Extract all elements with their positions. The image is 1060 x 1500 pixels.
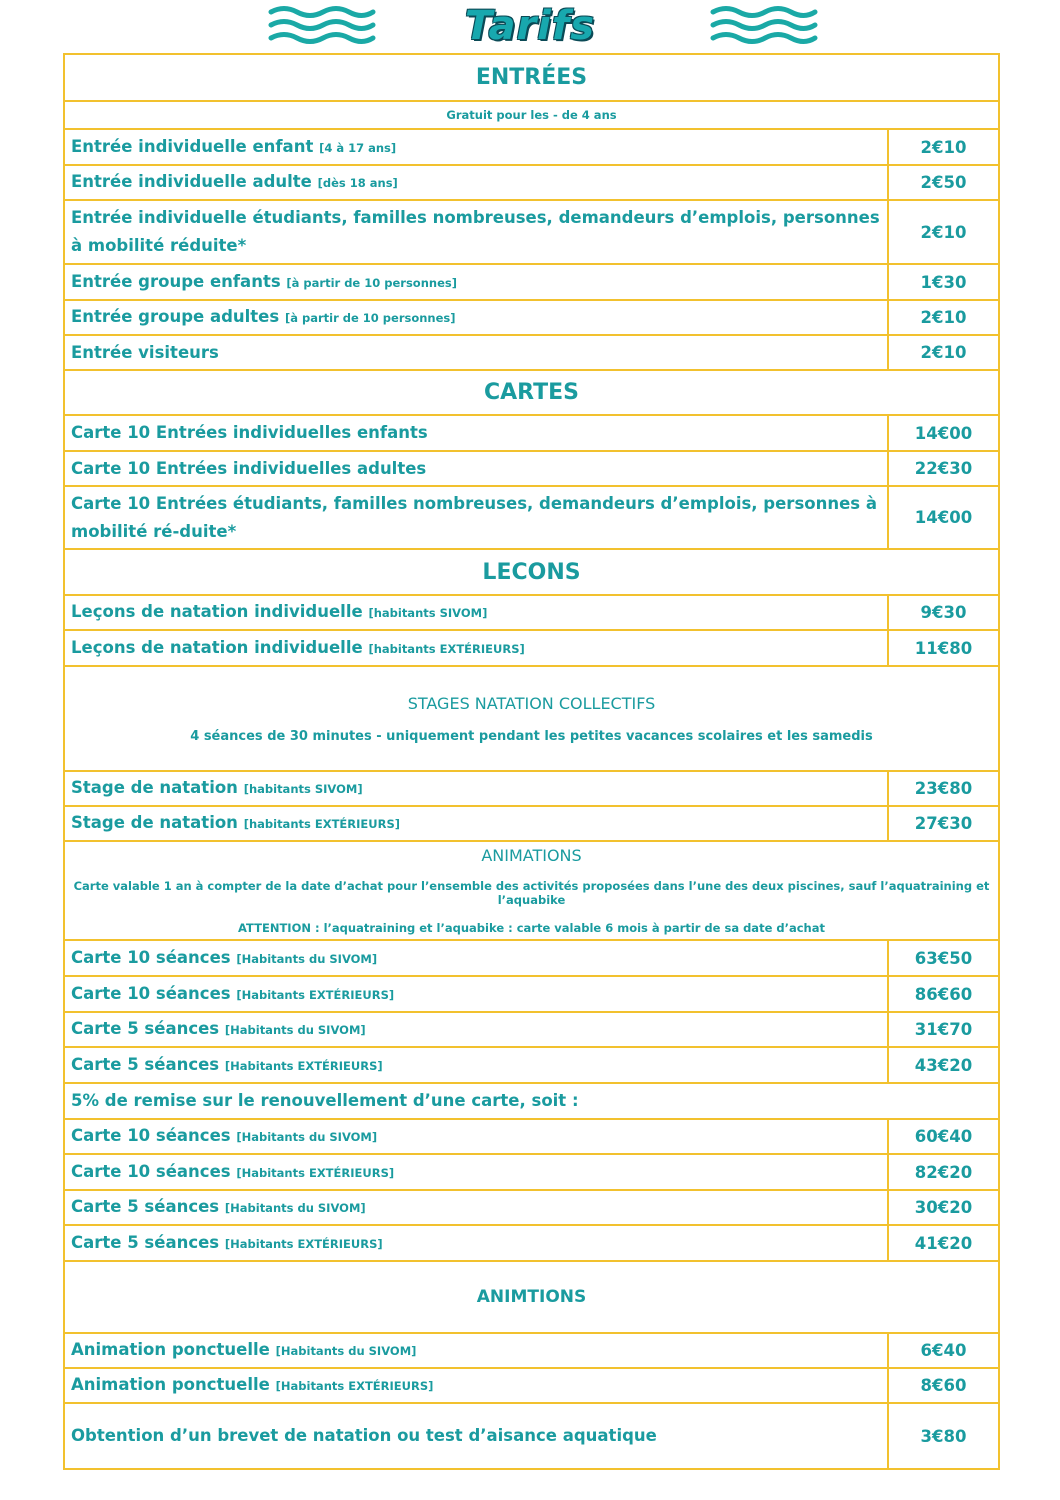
row-label: Animation ponctuelle xyxy=(71,1340,270,1359)
row-note: [dès 18 ans] xyxy=(317,176,398,190)
row-price: 2€50 xyxy=(888,165,999,200)
table-row xyxy=(64,165,999,200)
row-label: Carte 10 Entrées individuelles adultes xyxy=(71,458,427,478)
row-price: 30€20 xyxy=(888,1190,999,1225)
table-row xyxy=(64,129,999,165)
row-label: Entrée individuelle adulte xyxy=(71,172,312,191)
table-row xyxy=(64,1225,999,1261)
row-price: 2€10 xyxy=(888,129,999,165)
row-label: Entrée groupe enfants xyxy=(71,271,281,291)
row-price: 82€20 xyxy=(888,1154,999,1190)
row-label: Entrée groupe adultes xyxy=(71,307,280,326)
waves-icon xyxy=(710,4,818,46)
row-label: Entrée individuelle étudiants, familles nombreuses, demandeurs d’emplois, personnes à mobilité réduite* xyxy=(71,208,880,255)
row-label: Leçons de natation individuelle xyxy=(71,602,363,621)
table-row xyxy=(64,1368,999,1403)
section-warning: ATTENTION : l’aquatraining et l’aquabike : carte valable 6 mois à partir de sa date d’achat xyxy=(238,921,825,935)
row-price: 2€10 xyxy=(888,335,999,370)
row-price: 31€70 xyxy=(888,1012,999,1047)
table-row xyxy=(64,940,999,976)
row-note: [Habitants du SIVOM] xyxy=(224,1201,366,1215)
row-note: [Habitants du SIVOM] xyxy=(236,1130,378,1144)
row-price: 6€40 xyxy=(888,1333,999,1368)
price-table xyxy=(63,53,1000,1470)
row-label: Carte 10 séances xyxy=(71,947,231,967)
row-label: Carte 10 Entrées individuelles enfants xyxy=(71,423,428,442)
section-heading-cartes: CARTES xyxy=(64,370,999,415)
table-row xyxy=(64,300,999,335)
row-label: Carte 10 séances xyxy=(71,1161,231,1181)
row-label: Carte 10 séances xyxy=(71,983,231,1003)
section-heading-animtions: ANIMTIONS xyxy=(64,1261,999,1333)
row-label: Carte 5 séances xyxy=(71,1019,220,1038)
row-price: 14€00 xyxy=(888,415,999,451)
table-row xyxy=(64,1403,999,1469)
row-label: Carte 5 séances xyxy=(71,1197,220,1216)
table-row xyxy=(64,976,999,1012)
section-subtitle: Gratuit pour les - de 4 ans xyxy=(64,101,999,129)
row-price: 14€00 xyxy=(888,486,999,549)
section-heading-entrees: ENTRÉES xyxy=(64,54,999,101)
row-note: [Habitants EXTÉRIEURS] xyxy=(236,987,395,1002)
row-note: [à partir de 10 personnes] xyxy=(286,275,457,290)
row-price: 60€40 xyxy=(888,1119,999,1154)
row-note: [4 à 17 ans] xyxy=(319,140,397,155)
row-label: Carte 5 séances xyxy=(71,1232,220,1252)
row-note: [habitants EXTÉRIEURS] xyxy=(243,817,400,831)
discount-note: 5% de remise sur le renouvellement d’une carte, soit : xyxy=(64,1083,999,1119)
section-heading-stages: STAGES NATATION COLLECTIFS xyxy=(407,693,656,713)
row-note: [Habitants EXTÉRIEURS] xyxy=(275,1379,434,1393)
row-label: Carte 10 Entrées étudiants, familles nombreuses, demandeurs d’emplois, personnes à mobilité ré-duite* xyxy=(71,493,877,541)
row-note: [Habitants EXTÉRIEURS] xyxy=(224,1236,383,1251)
row-price: 1€30 xyxy=(888,264,999,300)
table-row xyxy=(64,630,999,666)
table-row xyxy=(64,1333,999,1368)
row-note: [habitants EXTÉRIEURS] xyxy=(368,641,525,656)
row-label: Obtention d’un brevet de natation ou test d’aisance aquatique xyxy=(71,1426,657,1445)
waves-icon xyxy=(268,4,376,46)
row-price: 86€60 xyxy=(888,976,999,1012)
table-row xyxy=(64,771,999,806)
table-row xyxy=(64,415,999,451)
table-row xyxy=(64,806,999,841)
table-row xyxy=(64,264,999,300)
row-label: Carte 5 séances xyxy=(71,1054,220,1074)
row-label: Stage de natation xyxy=(71,778,238,797)
table-row xyxy=(64,1154,999,1190)
row-note: [Habitants du SIVOM] xyxy=(224,1023,366,1037)
row-note: [Habitants EXTÉRIEURS] xyxy=(224,1058,383,1073)
row-note: [Habitants EXTÉRIEURS] xyxy=(236,1165,395,1180)
row-note: [habitants SIVOM] xyxy=(243,782,363,796)
row-price: 41€20 xyxy=(888,1225,999,1261)
row-price: 23€80 xyxy=(888,771,999,806)
table-row xyxy=(64,1012,999,1047)
row-label: Entrée visiteurs xyxy=(71,342,219,362)
page-title: Tarifs xyxy=(464,3,596,49)
section-heading-animations: ANIMATIONS xyxy=(481,846,582,865)
row-price: 3€80 xyxy=(888,1403,999,1469)
row-label: Entrée individuelle enfant xyxy=(71,136,314,156)
table-row xyxy=(64,486,999,549)
row-note: [Habitants du SIVOM] xyxy=(275,1344,417,1358)
row-label: Carte 10 séances xyxy=(71,1126,231,1145)
row-price: 9€30 xyxy=(888,595,999,630)
row-note: [à partir de 10 personnes] xyxy=(284,311,456,325)
row-label: Leçons de natation individuelle xyxy=(71,637,363,657)
page-header xyxy=(0,0,1060,52)
row-note: [habitants SIVOM] xyxy=(368,606,488,620)
row-price: 11€80 xyxy=(888,630,999,666)
section-note: Carte valable 1 an à compter de la date d’achat pour l’ensemble des activités proposées dans l’une des deux piscines, sauf l’aquatraining et l’aquabike xyxy=(73,879,990,907)
row-label: Stage de natation xyxy=(71,813,238,832)
row-price: 22€30 xyxy=(888,451,999,486)
row-label: Animation ponctuelle xyxy=(71,1375,270,1394)
section-heading-lecons: LECONS xyxy=(64,549,999,595)
table-row xyxy=(64,451,999,486)
row-price: 63€50 xyxy=(888,940,999,976)
row-price: 2€10 xyxy=(888,300,999,335)
table-row xyxy=(64,1190,999,1225)
table-row xyxy=(64,595,999,630)
table-row xyxy=(64,1119,999,1154)
row-price: 2€10 xyxy=(888,200,999,264)
section-subtitle: 4 séances de 30 minutes - uniquement pendant les petites vacances scolaires et les samedis xyxy=(190,728,873,744)
row-price: 43€20 xyxy=(888,1047,999,1083)
row-price: 27€30 xyxy=(888,806,999,841)
row-note: [Habitants du SIVOM] xyxy=(236,951,378,966)
table-row xyxy=(64,200,999,264)
table-row xyxy=(64,1047,999,1083)
table-row xyxy=(64,335,999,370)
row-price: 8€60 xyxy=(888,1368,999,1403)
